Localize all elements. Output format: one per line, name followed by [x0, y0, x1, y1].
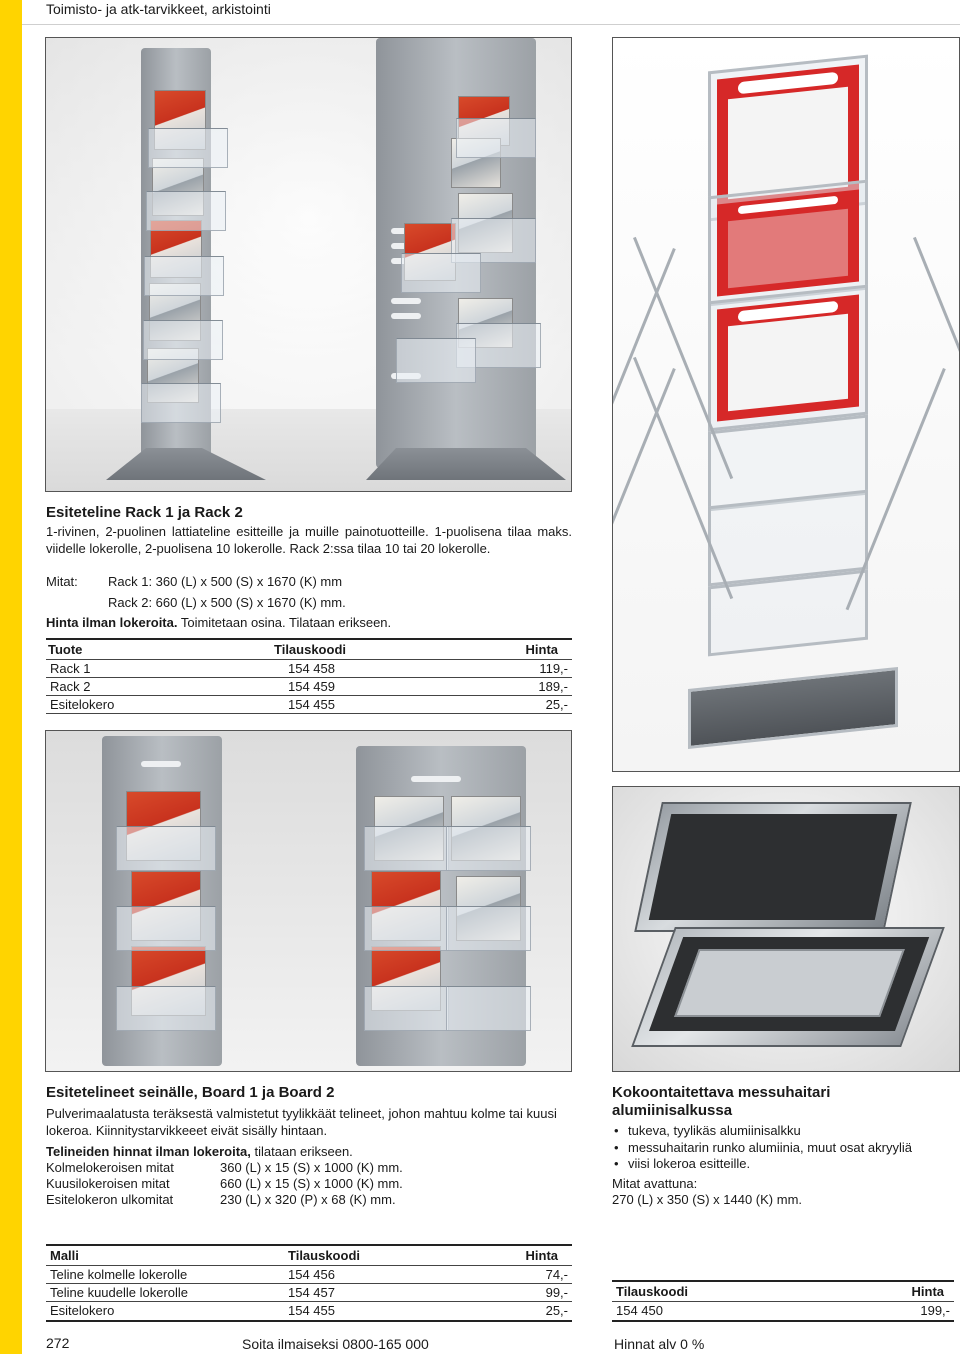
rack-dims-line-2: Rack 2: 660 (L) x 500 (S) x 1670 (K) mm.: [108, 595, 346, 610]
page-number: 272: [46, 1335, 70, 1351]
list-item: • tukeva, tyylikäs alumiinisalkku: [614, 1123, 954, 1140]
board-description: Pulverimaalatusta teräksestä valmistetut tyylikkäät telineet, johon mahtuu kolme tai kuusi lokeroa. Kiinnitystarvikkeeet eivät sisälly hintaan.: [46, 1106, 557, 1138]
rack-note-rest: Toimitetaan osina. Tilataan erikseen.: [177, 615, 392, 630]
case-features: [614, 1123, 954, 1173]
table-row: 154 450 199,-: [616, 1303, 950, 1318]
rack-dims-label: Mitat:: [46, 574, 78, 589]
vat-note: Hinnat alv 0 %: [614, 1336, 705, 1352]
section-title: Toimisto- ja atk-tarvikkeet, arkistointi: [46, 1, 271, 17]
rack-description: 1-rivinen, 2-puolinen lattiateline esitteille ja muille painotuotteille. 1-puolisena tilaa maks. viidelle lokerolle, 2-puolisena 10 lokerolle. Rack 2:ssa tilaa 10 tai 20 lokerolle.: [46, 524, 572, 556]
table-row: Teline kuudelle lokerolle 154 457 99,-: [50, 1285, 568, 1300]
rack-title: Esiteteline Rack 1 ja Rack 2: [46, 504, 243, 521]
rack-col-hinta: Hinta: [525, 642, 558, 657]
board-dims-1: Kolmelokeroisen mitat: [46, 1160, 174, 1175]
board-dims-2: Kuusilokeroisen mitat: [46, 1176, 170, 1191]
list-item: • messuhaitarin runko alumiinia, muut osat akryyliä: [614, 1140, 954, 1157]
rack-note: [46, 615, 391, 632]
display-base: [688, 667, 898, 749]
rack-note-bold: Hinta ilman lokeroita.: [46, 615, 178, 630]
board-dims-1-value: 360 (L) x 15 (S) x 1000 (K) mm.: [220, 1160, 403, 1175]
table-row: Esitelokero 154 455 25,-: [50, 697, 568, 712]
case-dims-value: 270 (L) x 350 (S) x 1440 (K) mm.: [612, 1192, 803, 1207]
board-dims-2-value: 660 (L) x 15 (S) x 1000 (K) mm.: [220, 1176, 403, 1191]
board-dims-3: Esitelokeron ulkomitat: [46, 1192, 174, 1207]
case-dims-label: Mitat avattuna:: [612, 1176, 698, 1191]
accent-sidebar: [0, 0, 22, 1354]
folding-display-photo: [612, 37, 960, 772]
case-table-header: Tilauskoodi Hinta: [616, 1284, 944, 1299]
board-note: [46, 1144, 353, 1161]
rack-col-tilauskoodi: Tilauskoodi: [274, 642, 346, 657]
case-body: [631, 927, 945, 1047]
rack-photo: [45, 37, 572, 492]
board-note-bold: Telineiden hinnat ilman lokeroita,: [46, 1144, 251, 1159]
board-title: Esitetelineet seinälle, Board 1 ja Board 2: [46, 1084, 335, 1101]
table-row: Esitelokero 154 455 25,-: [50, 1303, 568, 1318]
rack-col-tuote: Tuote: [48, 642, 83, 657]
display-tier-3: [708, 285, 868, 432]
board-dims-3-value: 230 (L) x 320 (P) x 68 (K) mm.: [220, 1192, 396, 1207]
board-table-header: Malli Tilauskoodi Hinta: [50, 1248, 558, 1263]
table-row: Teline kolmelle lokerolle 154 456 74,-: [50, 1267, 568, 1282]
header-divider: [22, 24, 960, 25]
list-item: • viisi lokeroa esitteille.: [614, 1156, 954, 1173]
rack-table-header: [46, 642, 572, 658]
table-row: Rack 1 154 458 119,-: [50, 661, 568, 676]
board-note-rest: tilataan erikseen.: [250, 1144, 353, 1159]
case-lid: [634, 802, 912, 932]
rack-dims-line-1: Rack 1: 360 (L) x 500 (S) x 1670 (K) mm: [108, 574, 343, 589]
table-row: Rack 2 154 459 189,-: [50, 679, 568, 694]
case-title: Kokoontaitettava messuhaitari alumiinisalkussa: [612, 1084, 831, 1119]
wall-board-photo: [45, 730, 572, 1072]
phone-number: Soita ilmaiseksi 0800-165 000: [242, 1336, 429, 1352]
aluminium-case-photo: [612, 786, 960, 1072]
